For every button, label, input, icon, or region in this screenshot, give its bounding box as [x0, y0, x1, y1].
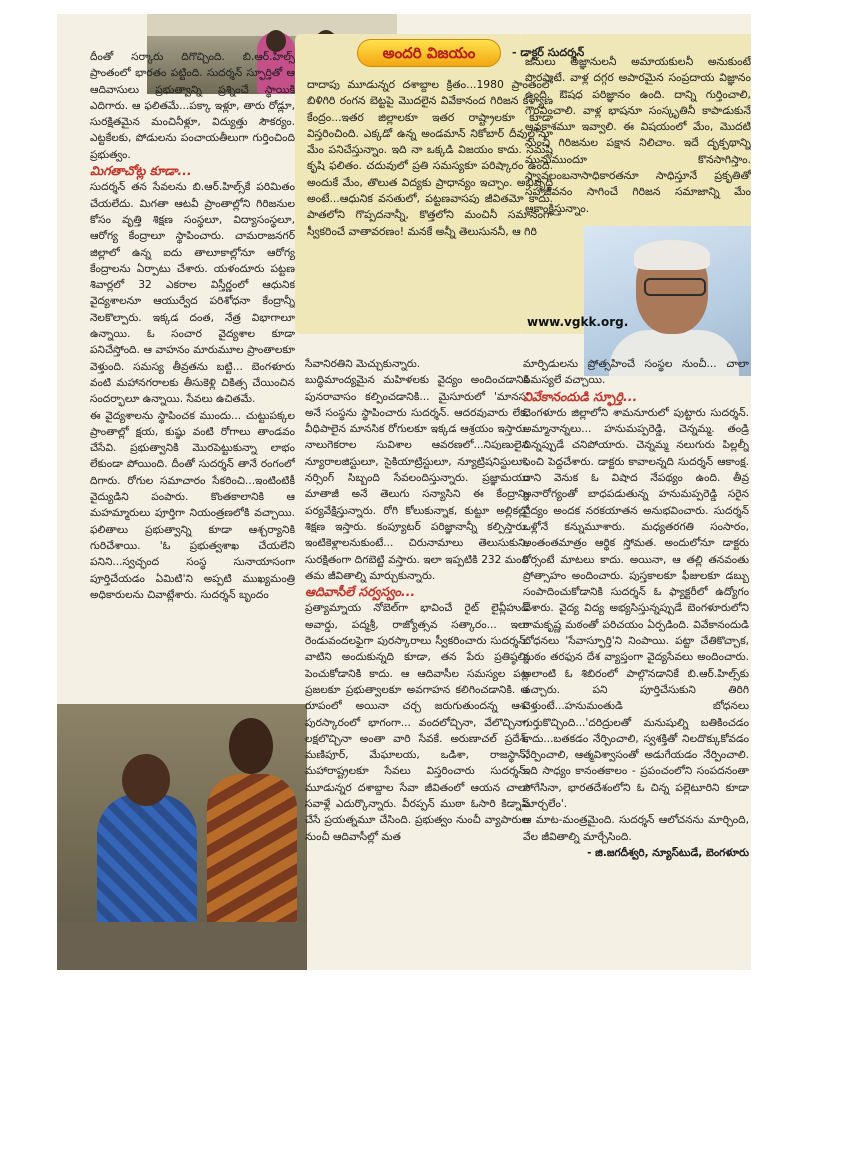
column-1-top — [90, 49, 295, 707]
col1-subhead: మిగతాచోట్ల కూడా... — [90, 163, 192, 179]
woman-right-figure — [207, 774, 297, 944]
box-para: దాదాపు మూడున్నర దశాబ్దాల క్రితం...1980 ప్రాంతంలో బిళిగిరి రంగన బెట్టపై మొదలైన వివేకానంద గిరిజన కళ్యాణ కేంద్రం...ఇతర జిల్లాలకూ ఇతర రాష్ట్రాలకూ కూడా విస్తరించింది. ఎక్కడో ఉన్న అండమాన్ నికోబార్ దీవుల్లోనూ మేం పనిచేస్తున్నాం. ఇది నా ఒక్కడి విజయం కాదు. సమష్టి కృషి ఫలితం. చదువులో ప్రతి సమస్యకూ పరిష్కారం ఉంది. అందుకే మేం, తొలుత విద్యకు ప్రాధాన్యం ఇచ్చాం. అభివృద్ధి అంటే...ఆధునిక వసతులో, పట్టణవాసపు జీవితమో కాదు. పాతలోని గొప్పదనాన్నీ, కొత్తలోని మంచినీ సమానంగా స్వీకరించే వాతావరణం! మనకే అన్నీ తెలుసుననీ, ఆ గిరి — [307, 78, 553, 238]
magazine-page — [57, 14, 751, 970]
col3-body3: ఆ మాట-మంత్రమైంది. సుదర్శన్ ఆలోచనను మార్చింది, వేల జీవితాల్ని మార్చేసింది. — [523, 814, 749, 843]
website-url: www.vgkk.org. — [527, 315, 629, 329]
col2-body1: సేవానిరతిని మెచ్చుకున్నారు. — [305, 358, 421, 370]
author-signature: - జి.జగదీశ్వరి, న్యూస్‌టుడే, బెంగళూరు — [587, 846, 749, 859]
col2-body2: బుద్ధిమాంద్యమైన మహిళలకు వైద్యం అందించడానికి పునరావాసం కల్పించడానికి... మైసూరులో 'మానస' అనే సంస్థను స్థాపించారు సుదర్శన్. ఆదరవువారు లేక, వీధిపాలైన మానసిక రోగులకూ ఇక్కడ ఆశ్రయం ఇస్తారు. నాలుగెకరాల సువిశాల ఆవరణలో...నిపుణులైన న్యూరాలజిస్టులూ, సైకియాట్రిస్టులూ, న్యూట్రిషనిస్టులూ, నర్సింగ్ సిబ్బంది సేవలందిస్తున్నారు. ప్రజ్ఞామయు మాతాజీ అనే తెలుగు సన్యాసిని ఈ కేంద్రాన్ని పర్యవేక్షిస్తున్నారు. రోగి కోలుకున్నాక, కుట్టూ అల్లికల్లో శిక్షణ ఇస్తారు. కంప్యూటర్ పరిజ్ఞానాన్నీ కల్పిస్తారు. ఇంటికెళ్లాలనుకుంటే... చిరునామాలు తెలుసుకుని, సురక్షితంగా దిగబెట్టి వస్తారు. ఇలా ఇప్పటికి 232 మంది తమ జీవితాల్ని మార్చుకున్నారు. — [305, 374, 529, 582]
col2-body3: ప్రత్యామ్నాయ నోబెల్‌గా భావించే రైట్ లైవ్లీహుడ్ అవార్డు, పద్మశ్రీ, రాజ్యోత్సవ సత్కారం... ఇలా రెండువందలఫైగా పురస్కారాలు స్వీకరించారు సుదర్శన్. వాటిని అందుకున్నది కూడా, తన పేరు ప్రతిష్ఠల్ని పెంచుకోడానికి కాదు. ఆ ఆదివాసీల సమస్యల పట్ల ప్రజలకూ ప్రభుత్వాలకూ అవగాహన కలిగించడానికి. ఆ రూపంలో అయినా చర్చ జరుగుతుందన్న ఆశ. పురస్కారంలో భాగంగా... వందలోచ్చినా, వేలొచ్చినా, లక్షలొచ్చినా అంతా వారి సేవకే. అరుణాచల్ ప్రదేశ్, మణిపూర్, మేఘాలయ, ఒడిశా, రాజస్థాన్, మహారాష్ట్రలకూ సేవలు విస్తరించారు సుదర్శన్. మూడున్నర దశాబ్దాల సేవా జీవితంలో ఆయన చాలా సవాళ్లే ఎదుర్కొన్నారు. వీరప్పన్ ముఠా ఓసారి కిడ్నాప్ చేసే ప్రయత్నమూ చేసింది. ప్రభుత్వం నుంచీ వ్యాపారుల నుంచీ ఆదివాసీల్లో మత — [305, 602, 529, 843]
col1-body1: సుదర్శన్ తన సేవలను బి.ఆర్.హిల్స్‌కే పరిమితం చేయలేదు. మిగతా ఆటవీ ప్రాంతాల్లోని గిరిజనుల కోసం వృత్తి శిక్షణ సంస్థలూ, విద్యాసంస్థలూ, ఆరోగ్య కేంద్రాలూ స్థాపించారు. చామరాజనగర్ జిల్లాలో ఉన్న ఐదు తాలూకాల్లోనూ ఆరోగ్య కేంద్రాలను ఏర్పాటు చేశారు. యళందూరు పట్టణ శివార్లలో 32 ఎకరాల విస్తీర్ణంలో ఆధునిక వైద్యశాలనూ ఆయుర్వేద పరిశోధనా కేంద్రాన్నీ నెలకొల్పారు. ఇక్కడ దంత, నేత్ర విభాగాలూ ఉన్నాయి. ఓ సంచార వైద్యశాల కూడా పనిచేస్తోంది. ఆ వాహనం మారుమూల ప్రాంతాలకూ వెళ్తుంది. సమస్య తీవ్రతను బట్టి... బెంగళూరు వంటి మహానగరాలకు తీసుకెళ్లి చికిత్స చేయించిన సందర్భాలూ ఉన్నాయి. సేవలు ఉచితమే. — [90, 181, 295, 406]
box-byline: - డాక్టర్ సుదర్శన్ — [512, 46, 585, 59]
col2-subhead: ఆదివాసీలే సర్వస్వం... — [305, 584, 416, 600]
tribal-women-photo — [57, 704, 307, 970]
col3-subhead: వివేకానందుడి స్ఫూర్తి... — [523, 388, 638, 404]
sudarshan-portrait — [584, 226, 751, 376]
column-3 — [523, 356, 749, 948]
glasses-icon — [644, 278, 706, 296]
col1-body2: ఈ వైద్యశాలను స్థాపించక ముందు... చుట్టుపక్కల ప్రాంతాల్లో క్షయ, కుష్ఠు వంటి రోగాలు తాండవం చేసేవి. ప్రభుత్వానికి మొరపెట్టుకున్నా లాభం లేకుండా పోయింది. దీంతో సుదర్శన్ తానే రంగంలో దిగారు. రోగుల సమాచారం సేకరించి...ఇంటింటికీ వైద్యుడిని పంపారు. కొంతకాలానికి ఆ మహమ్మారులు పూర్తిగా నియంత్రణలోకి వచ్చాయి. ఫలితాలు ప్రభుత్వాన్ని కూడా ఆశ్చర్యానికి గురిచేశాయి. 'ఓ ప్రభుత్వశాఖ చేయలేని పనిని...స్వచ్ఛంద సంస్థ సునాయాసంగా పూర్తిచేయడం ఏమిటి'ని అప్పటి ముఖ్యమంత్రి అధికారులను చివాట్లేశారు. సుదర్శన్ బృందం — [90, 409, 295, 601]
box-column-left — [307, 77, 553, 351]
column-2 — [305, 356, 529, 964]
box-title: అందరి విజయం — [357, 39, 501, 67]
col1-intro: దీంతో సర్కారు దిగొచ్చింది. బి.ఆర్.హిల్స్ ప్రాంతంలో భారతం పట్టింది. సుదర్శన్ స్ఫూర్తితో ఆ ఆదివాసులు ప్రభుత్వాన్ని ప్రశ్నించే స్థాయికి ఎదిగారు. ఆ ఫలితమే...పక్కా ఇళ్లూ, తారు రోడ్లూ, సురక్షితమైన మంచినీళ్లూ, విద్యుత్తు సౌకర్యం. ఎట్టకేలకు, పోడులను పంచాయతీలుగా గుర్తించింది ప్రభుత్వం. — [90, 51, 295, 161]
col3-body1: మార్పిడులను ప్రోత్సహించే సంస్థల నుంచీ... చాలా సమస్యలే వచ్చాయి. — [523, 358, 749, 387]
box-para2: జనులు అజ్ఞానులనీ అమాయకులనీ అనుకుంటే పొరపాటే. వాళ్ల దగ్గర అపారమైన సంప్రదాయ విజ్ఞానం ఉంది. ఔషధ పరిజ్ఞానం ఉంది. దాన్ని గుర్తించాలి, గౌరవించాలి. వాళ్ల భాషనూ సంస్కృతినీ కాపాడుకునే అవకాశమూ ఇవ్వాలి. ఈ విషయంలో మేం, మొదటి నుంచీ గిరిజనుల పక్షాన నిలిచాం. ఇదే దృక్పథాన్ని మునుముందూ కొనసాగిస్తాం. స్వావలంబనాసాధికారతనూ సాధిస్తూనే ప్రకృతితో సహజీవనం సాగించే గిరిజన సమాజాన్ని మేం ఆకాంక్షిస్తున్నాం. — [525, 55, 751, 215]
col3-body2: బెంగళూరు జిల్లాలోని శామనూరులో పుట్టారు సుదర్శన్. అమ్మానాన్నలు... హనుమప్పరెడ్డి, చెన్నమ్మ. తండ్రి చిన్నప్పుడే చనిపోయారు. చెన్నమ్మ నలుగురు పిల్లల్నీ పెంచి పెద్దచేశారు. డాక్టరు కావాలన్నది సుదర్శన్ ఆకాంక్ష. దాని వెనుక ఓ విషాద నేపథ్యం ఉంది. తీవ్ర అనారోగ్యంతో బాధపడుతున్న హనుమప్పరెడ్డి సరైన వైద్యం అందక నరకయాతన అనుభవించారు. సుదర్శన్ ఒళ్లోనే కన్నుమూశారు. మధ్యతరగతి సంసారం, అంతంతమాత్రం ఆర్థిక స్తోమత. అందులోనూ డాక్టరు కోర్సంటే మాటలు కాదు. అయినా, ఆ తల్లి తనవంతు ప్రోత్సాహం అందించారు. పుస్తకాలకూ ఫీజులకూ డబ్బు సంపాదించుకోడానికి సుదర్శన్ ఓ ఫ్యాక్టరీలో ఉద్యోగం చేశారు. వైద్య విద్య అభ్యసిస్తున్నప్పుడే బెంగళూరులోని రామకృష్ణ మఠంతో పరిచయం ఏర్పడింది. వివేకానందుడి బోధనలు 'సేవాస్ఫూర్తి'ని నింపాయి. పట్టా చేతికొచ్చాక, మఠం తరఫున దేశ వ్యాప్తంగా వైద్యసేవలు అందించారు. అలాంటి ఓ శిబిరంలో పాల్గొనడానికే బి.ఆర్.హిల్స్‌కు వచ్చారు. పని పూర్తిచేసుకుని తిరిగి వెళ్తుంటే...హనుమంతుడి బోధనలు గుర్తుకొచ్చింది...'దరిద్రులతో మనుషుల్ని బతికించడం కాదు...బతకడం నేర్పించాలి, స్వశక్తితో నిలదొక్కుకోవడం నేర్పించాలి, ఆత్మవిశ్వాసంతో అడుగేయడం నేర్పించాలి. ఇది సాధ్యం కానంతకాలం - ప్రపంచంలోని సంపదనంతా పోగేసినా, భారతదేశంలోని ఓ చిన్న పల్లెటూరిని కూడా మార్చలేం'. — [523, 406, 749, 811]
